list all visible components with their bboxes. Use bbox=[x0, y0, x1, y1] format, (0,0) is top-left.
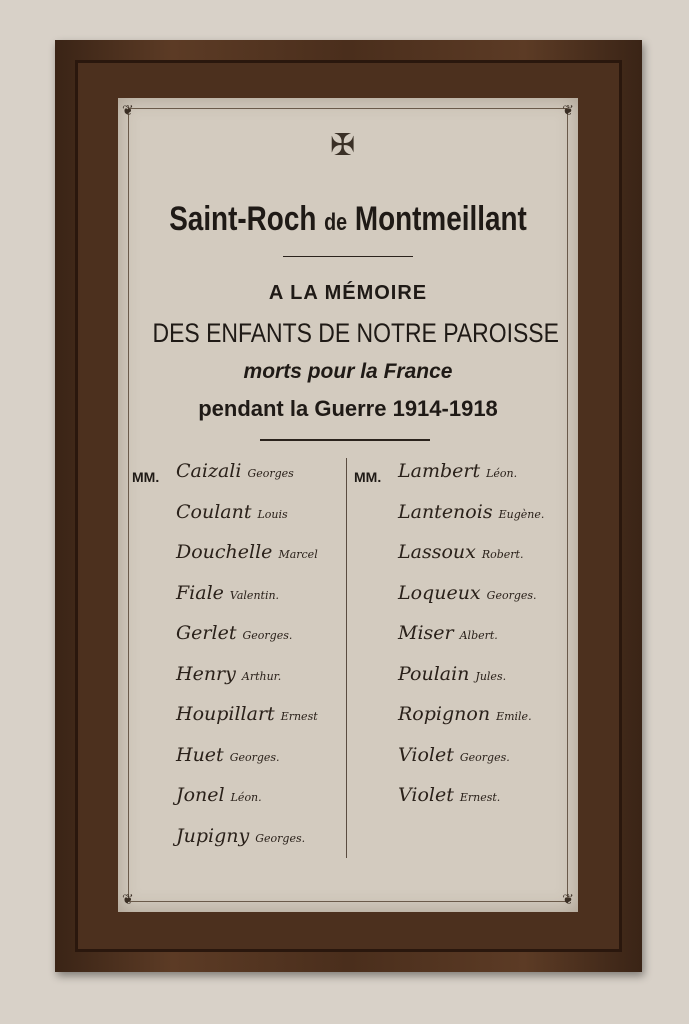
first-name: Albert. bbox=[459, 629, 498, 642]
surname: Houpillart bbox=[176, 703, 275, 725]
war-cross-medal-icon: ✠ bbox=[330, 128, 356, 163]
mm-prefix: MM. bbox=[132, 469, 160, 485]
surname: Jupigny bbox=[176, 824, 250, 847]
name-entry bbox=[176, 744, 280, 766]
name-entry bbox=[176, 541, 318, 563]
first-name: Jules. bbox=[475, 669, 507, 683]
first-name: Georges. bbox=[229, 750, 280, 764]
name-entry bbox=[176, 460, 294, 482]
surname: Coulant bbox=[176, 500, 252, 523]
first-name: Georges bbox=[247, 467, 294, 480]
first-name: Robert. bbox=[481, 548, 524, 561]
column-divider bbox=[346, 458, 347, 858]
name-entry bbox=[176, 663, 281, 685]
surname: Gerlet bbox=[176, 622, 237, 644]
divider-rule bbox=[260, 439, 430, 441]
memorial-line-1: A LA MÉMOIRE bbox=[268, 282, 428, 304]
title-de: de bbox=[324, 209, 348, 236]
memorial-line-2: DES ENFANTS DE NOTRE PAROISSE bbox=[152, 318, 559, 348]
name-entry bbox=[176, 784, 262, 806]
surname: Huet bbox=[176, 743, 224, 766]
surname: Caizali bbox=[176, 460, 242, 482]
surname: Lantenois bbox=[398, 500, 493, 523]
surname: Violet bbox=[398, 743, 454, 766]
name-entry bbox=[398, 703, 532, 725]
name-entry bbox=[398, 784, 500, 806]
corner-ornament-icon: ❦ bbox=[122, 891, 134, 907]
surname: Loqueux bbox=[398, 581, 481, 604]
name-entry bbox=[176, 825, 305, 847]
name-entry bbox=[176, 703, 318, 725]
name-entry bbox=[398, 541, 523, 563]
first-name: Louis bbox=[257, 507, 288, 521]
first-name: Ernest. bbox=[459, 791, 501, 804]
divider-rule bbox=[283, 256, 413, 257]
surname: Miser bbox=[398, 622, 454, 644]
name-entry bbox=[398, 663, 506, 685]
first-name: Georges. bbox=[486, 588, 537, 602]
first-name: Valentin. bbox=[229, 588, 280, 602]
name-entry bbox=[398, 460, 517, 482]
surname: Violet bbox=[398, 784, 454, 806]
surname: Lassoux bbox=[398, 541, 476, 563]
surname: Lambert bbox=[398, 460, 481, 482]
first-name: Georges. bbox=[255, 831, 306, 845]
name-entry bbox=[176, 582, 279, 604]
surname: Douchelle bbox=[176, 541, 273, 563]
name-entry bbox=[176, 622, 292, 644]
name-entry bbox=[398, 622, 498, 644]
corner-ornament-icon: ❦ bbox=[562, 102, 574, 118]
memorial-line-3: morts pour la France bbox=[243, 360, 453, 383]
surname: Fiale bbox=[176, 581, 224, 604]
first-name: Arthur. bbox=[241, 669, 282, 683]
first-name: Léon. bbox=[230, 791, 262, 804]
first-name: Georges. bbox=[459, 750, 510, 764]
corner-ornament-icon: ❦ bbox=[562, 891, 574, 907]
name-entry bbox=[398, 582, 537, 604]
first-name: Léon. bbox=[486, 467, 518, 480]
mm-prefix: MM. bbox=[354, 469, 382, 485]
corner-ornament-icon: ❦ bbox=[122, 102, 134, 118]
title-right: Montmeillant bbox=[354, 200, 527, 238]
first-name: Emile. bbox=[496, 710, 532, 723]
name-entry bbox=[398, 744, 510, 766]
title-left: Saint-Roch bbox=[169, 200, 317, 238]
name-entry bbox=[176, 501, 288, 523]
first-name: Eugène. bbox=[498, 507, 545, 521]
first-name: Georges. bbox=[242, 629, 293, 642]
surname: Henry bbox=[176, 662, 236, 685]
surname: Jonel bbox=[176, 784, 225, 806]
surname: Ropignon bbox=[398, 703, 491, 725]
memorial-line-4: pendant la Guerre 1914-1918 bbox=[198, 396, 498, 421]
surname: Poulain bbox=[398, 662, 470, 685]
first-name: Ernest bbox=[280, 710, 318, 723]
memorial-plaque bbox=[118, 98, 578, 912]
name-entry bbox=[398, 501, 544, 523]
plaque-title bbox=[159, 200, 536, 239]
first-name: Marcel bbox=[278, 548, 318, 561]
